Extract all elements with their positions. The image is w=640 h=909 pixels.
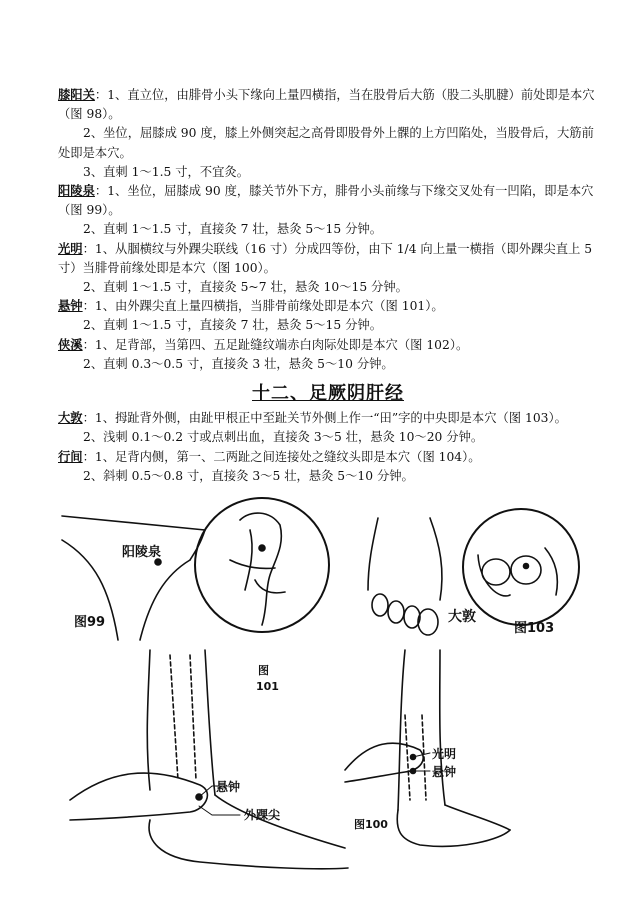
fig101-label-line1: 图: [258, 664, 269, 677]
para-xuanzhong-2: 2、直刺 1～1.5 寸，直接灸 7 壮，悬灸 5～15 分钟。: [83, 318, 382, 333]
term-xiyangguan: 膝阳关: [58, 88, 95, 102]
fig103-point-label: 大敦: [448, 609, 476, 625]
fig100-label: 图100: [354, 818, 388, 831]
term-dadun: 大敦: [58, 411, 83, 426]
chapter-title: 十二、足厥阴肝经: [252, 383, 404, 405]
fig101-point2-label: 外踝尖: [244, 808, 281, 822]
para-yanglingquan-2: 2、直刺 1～1.5 寸，直接灸 7 壮，悬灸 5～15 分钟。: [83, 222, 382, 237]
fig103-label: 图103: [514, 621, 555, 636]
para-guangming-2: 2、直刺 1～1.5 寸，直接灸 5~7 壮，悬灸 10～15 分钟。: [83, 280, 408, 295]
term-xingjian: 行间: [58, 449, 83, 464]
para-xingjian-2: 2、斜刺 0.5～0.8 寸，直接灸 3～5 壮，悬灸 5～10 分钟。: [83, 468, 414, 483]
para-xiyangguan-3: 3、直刺 1～1.5 寸，不宜灸。: [83, 164, 249, 179]
para-xiaxi-2: 2、直刺 0.3～0.5 寸，直接灸 3 壮，悬灸 5～10 分钟。: [83, 356, 394, 371]
para-yanglingquan-1: 阳陵泉：1、坐位，屈膝成 90 度，膝关节外下方，腓骨小头前缘与下缘交叉处有一凹陷，即是本穴（图 99）。: [58, 184, 594, 218]
fig101-point1-label: 悬钟: [216, 780, 241, 794]
para-xiyangguan-1: 膝阳关：1、直立位，由腓骨小头下缘向上量四横指，当在股骨后大筋（股二头肌腱）前处即是本穴（图 98）。: [58, 88, 595, 122]
fig99-point-label: 阳陵泉: [122, 545, 162, 560]
term-yanglingquan: 阳陵泉: [58, 184, 95, 199]
fig99-label: 图99: [74, 615, 106, 630]
term-xuanzhong: 悬钟: [58, 299, 83, 314]
para-xiaxi-1: 侠溪：1、足背部，当第四、五足趾缝纹端赤白肉际处即是本穴（图 102）。: [58, 337, 469, 352]
figure-100-illustration: [345, 650, 510, 846]
fig100-point2-label: 悬钟: [432, 765, 457, 779]
fig101-label-line2: 101: [256, 680, 279, 693]
para-xiyangguan-2: 2、坐位，屈膝成 90 度，膝上外侧突起之高骨即股骨外上髁的上方凹陷处，当股骨后，大筋前处即是本穴。: [58, 126, 594, 160]
para-dadun-2: 2、浅刺 0.1～0.2 寸或点刺出血，直接灸 3～5 壮，悬灸 10～20 分钟。: [83, 430, 484, 445]
fig100-point1-label: 光明: [432, 747, 457, 761]
para-guangming-1: 光明：1、从腘横纹与外踝尖联线（16 寸）分成四等份，由下 1/4 向上量一横指（即外踝尖直上 5 寸）当腓骨前缘处即是本穴（图 100）。: [58, 241, 593, 275]
para-xingjian-1: 行间：1、足背内侧，第一、二两趾之间连接处之缝纹头即是本穴（图 104）。: [58, 449, 481, 464]
term-guangming: 光明: [58, 241, 83, 256]
figure-101-illustration: [70, 650, 348, 869]
para-dadun-1: 大敦：1、拇趾背外侧，由趾甲根正中至趾关节外侧上作一“田”字的中央即是本穴（图 103）。: [58, 411, 567, 426]
para-xuanzhong-1: 悬钟：1、由外踝尖直上量四横指，当腓骨前缘处即是本穴（图 101）。: [58, 299, 444, 314]
term-xiaxi: 侠溪: [58, 337, 83, 352]
